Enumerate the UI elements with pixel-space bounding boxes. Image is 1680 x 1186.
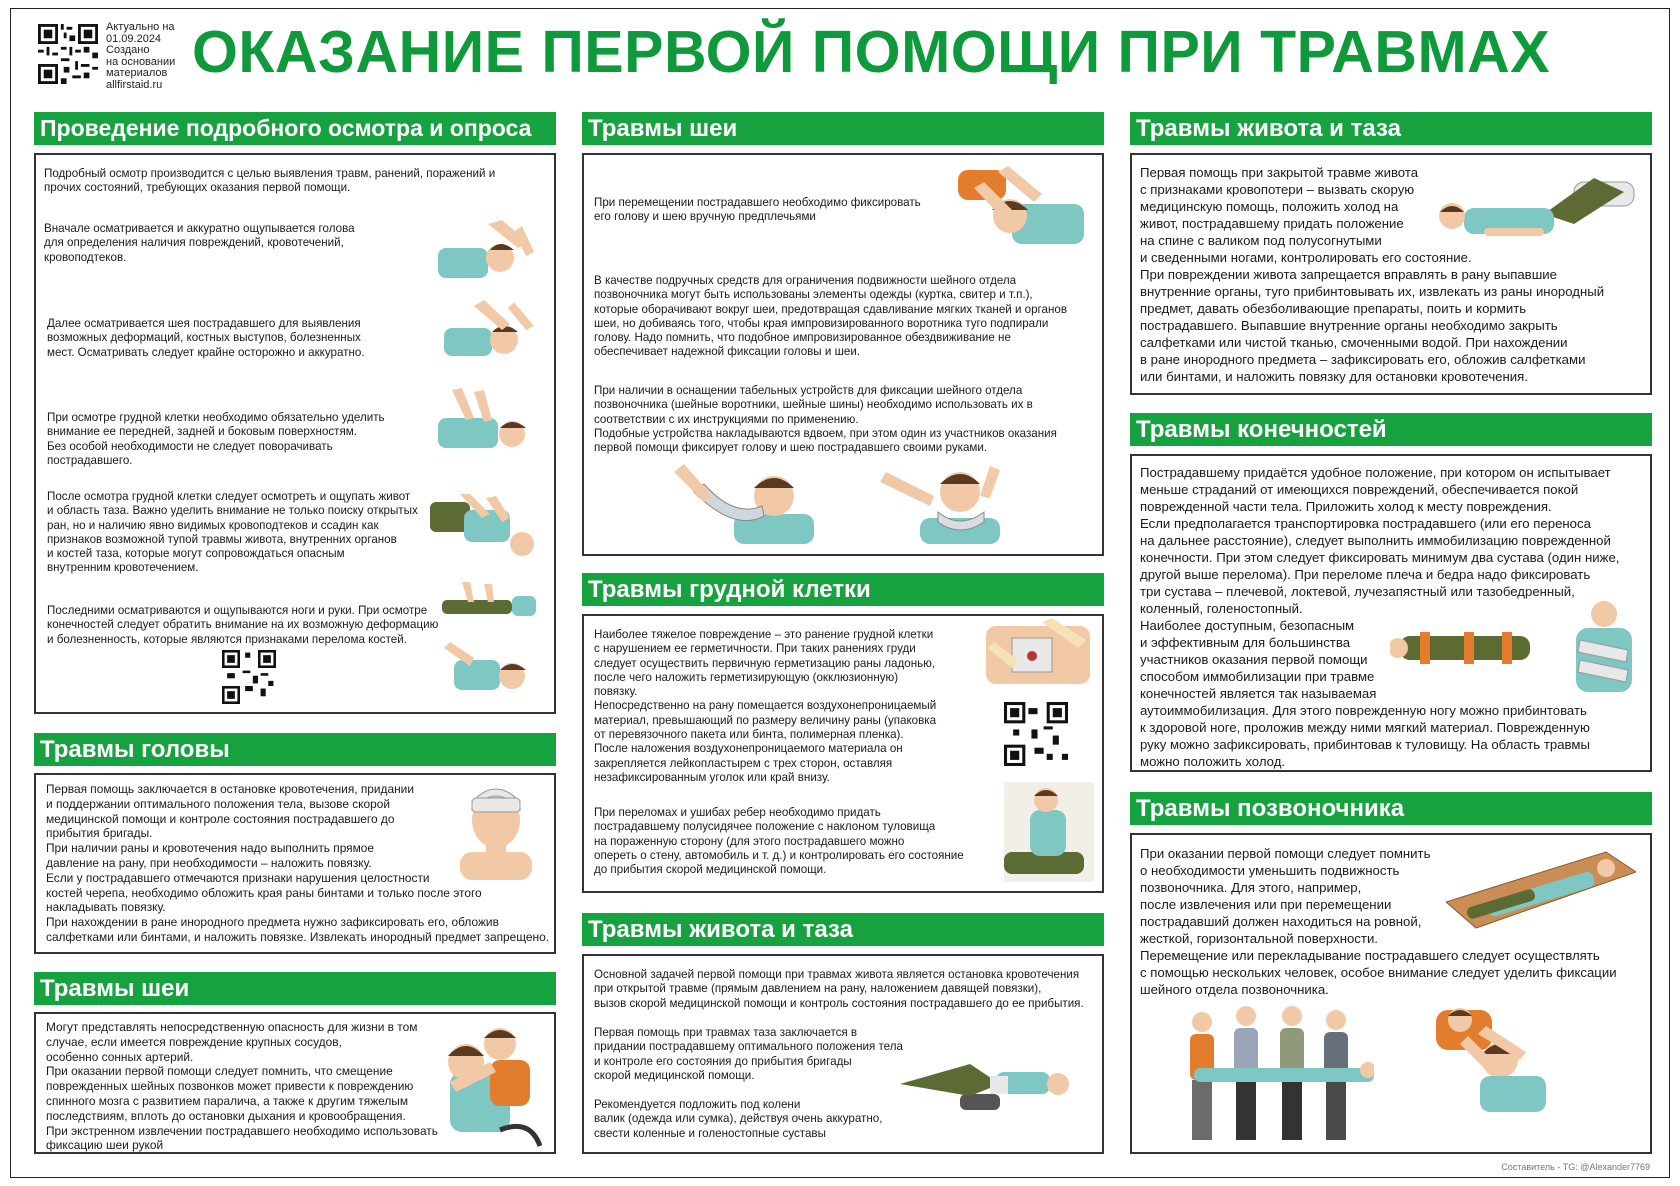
section-limbs-heading: Травмы конечностей (1130, 413, 1652, 446)
team-lift-illustration (1184, 1000, 1374, 1150)
exam-neck-illustration (444, 296, 540, 362)
closed-abdomen-text: Первая помощь при закрытой травме живота с признаками кровопотери – вызвать скорую медицинскую помощь, положить холод на живот, пострадавшему придать положение на спине с валиком под полусогнутыми и сведенными ногами, контролировать его состояние. (1140, 165, 1472, 265)
limbs-autoimmob-text: аутоиммобилизация. Для этого поврежденную ногу можно прибинтовать к здоровой ноге, проложив между ними мягкий материал. Поврежденную руку можно зафиксировать, прибинтовав к туловищу. На область травмы можно положить холод. (1140, 703, 1590, 769)
pelvis-first-aid-text: Первая помощь при травмах таза заключается в придании пострадавшему оптимального положения тела и контроле его состояния до прибытия бригады скорой медицинской помощи. (594, 1026, 903, 1082)
section-neck-left-heading: Травмы шеи (34, 972, 556, 1005)
chest-seal-illustration (982, 618, 1094, 688)
spine-transfer-text: Перемещение или перекладывание пострадавшего следует осуществлять с помощью нескольких человек, особое внимание следует уделить фиксации шейного отдела позвоночника. (1140, 948, 1617, 997)
chest-semi-sitting-illustration (1004, 782, 1094, 882)
exam-limbs-text: Последними осматриваются и ощупываются ноги и руки. При осмотре конечностей следует обратить внимание на их возможную деформацию и болезненность, которые являются признаками перелома костей. (47, 604, 439, 646)
abdomen-forbidden-text: При повреждении живота запрещается вправлять в рану выпавшие внутренние органы, туго прибинтовывать их, извлекать из раны инородный предмет, давать обезболивающие препараты, поить и кормить пострадавшего. Выпавшие внутренние органы необходимо закрыть салфетками или чистой тканью, смоченными водой. При нахождении в ране инородного предмета – зафиксировать его, обложив салфетками или бинтами, и наложить повязку для остановки кровотечения. (1140, 267, 1605, 384)
section-neck-mid-heading: Травмы шеи (582, 112, 1104, 145)
exam-arms-illustration (444, 640, 536, 700)
spine-main-text: При оказании первой помощи следует помнить о необходимости уменьшить подвижность позвоночника. Для этого, например, после извлечения или при перемещении пострадавший должен находиться на ровной, жесткой, горизонтальной поверхности. (1140, 846, 1431, 946)
revision-note: Актуально на 01.09.2024 Создано на основании материалов allfirstaid.ru (106, 21, 176, 91)
head-bandage-illustration (450, 780, 542, 880)
spine-board-illustration (1446, 842, 1636, 938)
neck-collar-device-illustration (880, 462, 1010, 544)
arm-sling-illustration (1566, 600, 1642, 696)
leg-immobilization-illustration (1390, 620, 1540, 678)
pelvis-roller-text: Рекомендуется подложить под колени валик (одежда или сумка), действуя очень аккуратно, свести коленные и голеностопные суставы (594, 1098, 883, 1140)
qr-code-icon (1004, 702, 1068, 766)
pelvis-roller-illustration (900, 1044, 1070, 1114)
neck-improvised-text: В качестве подручных средств для ограничения подвижности шейного отдела позвоночника могут быть использованы элементы одежды (куртка, свитер и т.п.), которые оборачивают вокруг шеи, предотвращая сдавливание мягких тканей и органов шеи, но добиваясь того, чтобы края импровизированного воротника туго подпирали голову. Надо помнить, что подобное импровизированное обездвиживание не обеспечивает надежной фиксации головы и шеи. (594, 274, 1067, 359)
exam-intro-text: Подробный осмотр производится с целью выявления травм, ранений, поражений и прочих состояний, требующих оказания первой помощи. (44, 167, 496, 195)
section-exam-heading: Проведение подробного осмотра и опроса (34, 112, 556, 145)
neck-collar-text: При наличии в оснащении табельных устройств для фиксации шейного отдела позвоночника (шейные воротники, шейные шины) необходимо использовать их в соответствии с их инструкциями по применению. Подобные устройства накладываются вдвоем, при этом один из участников оказания первой помощи фиксирует голову и шею пострадавшего своими руками. (594, 384, 1057, 455)
exam-legs-illustration (442, 582, 542, 630)
neck-move-text: При перемещении пострадавшего необходимо фиксировать его голову и шею вручную предплечьями (594, 196, 921, 224)
exam-neck-text: Далее осматривается шея пострадавшего для выявления возможных деформаций, костных выступов, болезненных мест. Осматривать следует крайне осторожно и аккуратно. (47, 317, 365, 359)
abdomen-position-illustration (1424, 168, 1640, 248)
section-chest-heading: Травмы грудной клетки (582, 573, 1104, 606)
head-injury-text: Первая помощь заключается в остановке кровотечения, придании и поддержании оптимального положения тела, вызове скорой медицинской помощи и контроле состояния пострадавшего до прибытия бригады. При наличии раны и кровотечения надо выполнить прямое давление на рану, при необходимости – наложить повязку. Если у пострадавшего отмечаются признаки нарушения целостности костей черепа, необходимо обложить края раны бинтами и только после этого накладывать повязку. При нахождении в ране инородного предмета нужно зафиксировать его, обложив салфетками или бинтами, и наложить повязке. Извлекать инородный предмет запрещено. (46, 782, 550, 944)
limbs-method-text: Наиболее доступным, безопасным и эффективным для большинства участников оказания первой помощи способом иммобилизации при травме конечностей является так называемая (1140, 618, 1377, 701)
qr-code-icon (222, 650, 276, 704)
spine-head-hold-illustration (1430, 1004, 1550, 1114)
exam-head-illustration (438, 218, 538, 284)
neck-injury-left-text: Могут представлять непосредственную опасность для жизни в том случае, если имеется повреждение крупных сосудов, особенно сонных артерий. При оказании первой помощи следует помнить, что смещение поврежденных шейных позвонков может привести к повреждению спинного мозга с развитием паралича, а также к другим тяжелым последствиям, вплоть до остановки дыхания и кровообращения. При экстренном извлечении пострадавшего необходимо использовать фиксацию шеи рукой (46, 1020, 438, 1153)
author-credit: Составитель - TG: @Alexander7769 (1501, 1162, 1650, 1172)
exam-abdomen-illustration (430, 494, 540, 564)
exam-chest-text: При осмотре грудной клетки необходимо обязательно уделить внимание ее передней, задней и боковым поверхностям. Без особой необходимости не следует поворачивать пострадавшего. (47, 411, 385, 467)
exam-chest-illustration (438, 388, 538, 458)
abdomen-main-text: Основной задачей первой помощи при травмах живота является остановка кровотечения при открытой травме (прямым давлением на рану, наложением давящей повязки), вызов скорой медицинской помощи и контроль состояния пострадавшего до ее прибытия. (594, 968, 1084, 1010)
section-abdomen-right-heading: Травмы живота и таза (1130, 112, 1652, 145)
page-title: ОКАЗАНИЕ ПЕРВОЙ ПОМОЩИ ПРИ ТРАВМАХ (192, 19, 1551, 85)
neck-hold-illustration (430, 1022, 542, 1148)
limbs-main-text: Пострадавшему придаётся удобное положение, при котором он испытывает меньше страданий от имеющихся повреждений, обеспечивается покой поврежденной части тела. Приложить холод к месту повреждения. Если предполагается транспортировка пострадавшего (или его переноса на дальнее расстояние), следует выполнить иммобилизацию поврежденной конечности. При этом следует фиксировать минимум два сустава (один ниже, другой выше перелома). При переломе плеча и бедра надо фиксировать три сустава – плечевой, локтевой, лучезапястный или тазобедренный, коленный, голеностопный. (1140, 465, 1620, 616)
neck-collar-improvised-illustration (674, 462, 814, 544)
chest-wound-text: Наиболее тяжелое повреждение – это ранение грудной клетки с нарушением ее герметичности. При таких ранениях груди следует осуществить первичную герметизацию раны ладонью, после чего наложить герметизирующую (окклюзионную) повязку. Непосредственно на рану помещается воздухонепроницаемый материал, превышающий по размеру величину раны (упаковка от перевязочного пакета или бинта, полимерная пленка). После наложения воздухонепроницаемого материала он закрепляется лейкопластырем с трех сторон, оставляя незафиксированным уголок или край внизу. (594, 628, 937, 784)
exam-head-text: Вначале осматривается и аккуратно ощупывается голова для определения наличия повреждений, кровотечений, кровоподтеков. (44, 222, 355, 264)
exam-abdomen-text: После осмотра грудной клетки следует осмотреть и ощупать живот и область таза. Важно уделить внимание не только поиску открытых ран, но и наличию явно видимых кровоподтеков и ссадин как признаков возможной тупой травмы живота, внутренних органов и костей таза, которые могут сопровождаться опасным внутренним кровотечением. (47, 490, 418, 575)
section-spine-heading: Травмы позвоночника (1130, 792, 1652, 825)
section-abdomen-mid-heading: Травмы живота и таза (582, 913, 1104, 946)
chest-ribs-text: При переломах и ушибах ребер необходимо придать пострадавшему полусидячее положение с наклоном туловища на пораженную сторону (для этого пострадавшего можно опереть о стену, автомобиль и т. д.) и контролировать его состояние до прибытия скорой медицинской помощи. (594, 806, 964, 877)
neck-forearm-illustration (954, 164, 1084, 248)
section-head-heading: Травмы головы (34, 733, 556, 766)
qr-code-icon (38, 24, 98, 84)
